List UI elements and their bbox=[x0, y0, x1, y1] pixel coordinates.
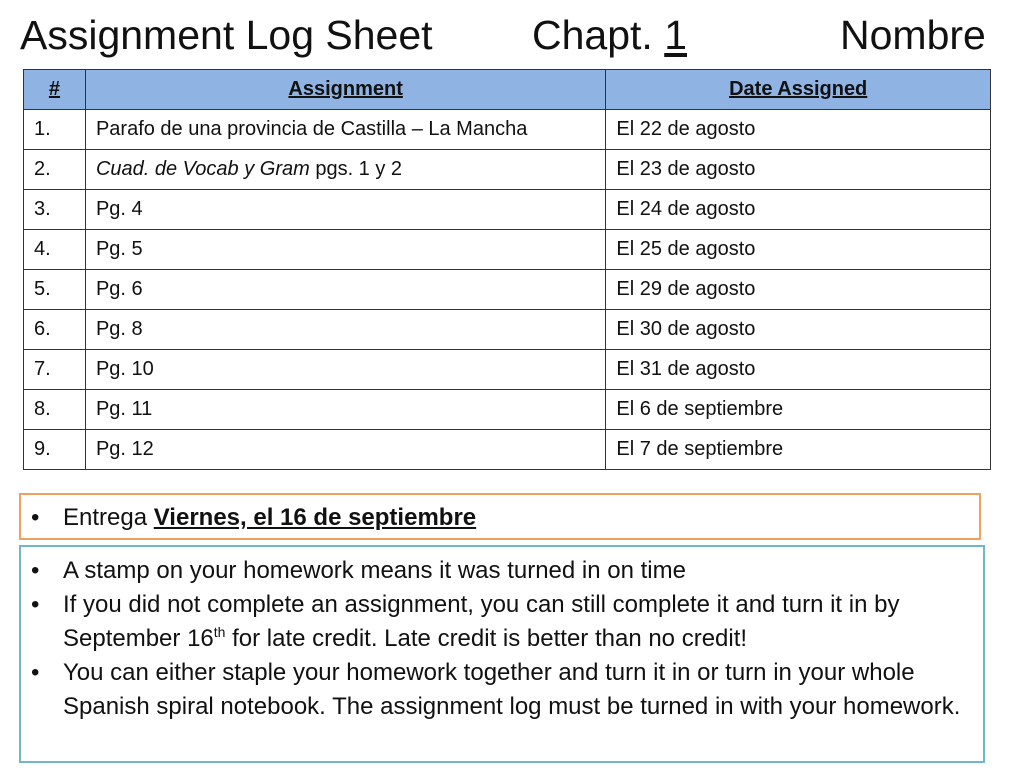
chapter-label bbox=[532, 10, 687, 60]
row-date: El 7 de septiembre bbox=[606, 430, 991, 470]
row-assignment: Pg. 8 bbox=[85, 310, 605, 350]
column-header-date: Date Assigned bbox=[606, 70, 991, 110]
row-number: 3. bbox=[24, 190, 86, 230]
row-date: El 23 de agosto bbox=[606, 150, 991, 190]
row-date: El 29 de agosto bbox=[606, 270, 991, 310]
table-row bbox=[24, 110, 991, 150]
row-number: 8. bbox=[24, 390, 86, 430]
row-number: 4. bbox=[24, 230, 86, 270]
due-date-value: Viernes, el 16 de septiembre bbox=[153, 504, 477, 531]
row-assignment: Parafo de una provincia de Castilla – La Mancha bbox=[85, 110, 605, 150]
notes-list bbox=[21, 547, 983, 724]
row-assignment: Pg. 11 bbox=[85, 390, 605, 430]
row-date: El 25 de agosto bbox=[606, 230, 991, 270]
row-number: 9. bbox=[24, 430, 86, 470]
row-date: El 31 de agosto bbox=[606, 350, 991, 390]
row-date: El 30 de agosto bbox=[606, 310, 991, 350]
ordinal-suffix: th bbox=[213, 624, 226, 640]
chapter-prefix: Chapt. bbox=[532, 12, 653, 58]
row-number: 2. bbox=[24, 150, 86, 190]
column-header-assignment: Assignment bbox=[85, 70, 605, 110]
bullet-icon: • bbox=[31, 557, 40, 584]
due-date-lead: Entrega bbox=[63, 504, 154, 531]
column-header-number: # bbox=[24, 70, 86, 110]
page-title: Assignment Log Sheet bbox=[20, 12, 433, 58]
note-text: You can either staple your homework together and turn it in or turn in your whole Spanish spiral notebook. The assignment log must be turned in with your homework. bbox=[63, 659, 961, 720]
table-header-row bbox=[24, 70, 991, 110]
bullet-icon: • bbox=[31, 659, 40, 686]
table-row bbox=[24, 430, 991, 470]
bullet-icon: • bbox=[31, 591, 40, 618]
bullet-icon: • bbox=[31, 504, 40, 531]
note-item-staple bbox=[21, 656, 973, 724]
table-row bbox=[24, 230, 991, 270]
note-item-stamp bbox=[21, 554, 973, 588]
notes-box bbox=[19, 545, 985, 763]
workbook-title: Cuad. de Vocab y Gram bbox=[95, 158, 310, 180]
row-assignment: Pg. 6 bbox=[85, 270, 605, 310]
note-text-before: If you did not complete an assignment, you can still complete it and turn it in by September 16 bbox=[63, 591, 900, 652]
row-assignment bbox=[85, 150, 605, 190]
note-item-late-credit bbox=[21, 588, 973, 656]
row-date: El 6 de septiembre bbox=[606, 390, 991, 430]
row-assignment: Pg. 4 bbox=[85, 190, 605, 230]
row-date: El 24 de agosto bbox=[606, 190, 991, 230]
table-row bbox=[24, 150, 991, 190]
due-date-box bbox=[19, 493, 981, 540]
note-text: A stamp on your homework means it was turned in on time bbox=[63, 557, 686, 584]
workbook-pages: pgs. 1 y 2 bbox=[309, 158, 403, 180]
table-row bbox=[24, 310, 991, 350]
row-assignment: Pg. 10 bbox=[85, 350, 605, 390]
table-row bbox=[24, 350, 991, 390]
due-date-list bbox=[21, 495, 979, 535]
row-assignment: Pg. 12 bbox=[85, 430, 605, 470]
row-date: El 22 de agosto bbox=[606, 110, 991, 150]
assignment-table bbox=[23, 69, 991, 470]
row-number: 7. bbox=[24, 350, 86, 390]
row-number: 1. bbox=[24, 110, 86, 150]
row-number: 6. bbox=[24, 310, 86, 350]
note-text-after: for late credit. Late credit is better than no credit! bbox=[225, 625, 748, 652]
table-row bbox=[24, 190, 991, 230]
table-row bbox=[24, 390, 991, 430]
row-assignment: Pg. 5 bbox=[85, 230, 605, 270]
row-number: 5. bbox=[24, 270, 86, 310]
table-row bbox=[24, 270, 991, 310]
chapter-number: 1 bbox=[664, 12, 688, 58]
name-label: Nombre bbox=[840, 12, 986, 58]
due-date-item bbox=[21, 501, 979, 535]
